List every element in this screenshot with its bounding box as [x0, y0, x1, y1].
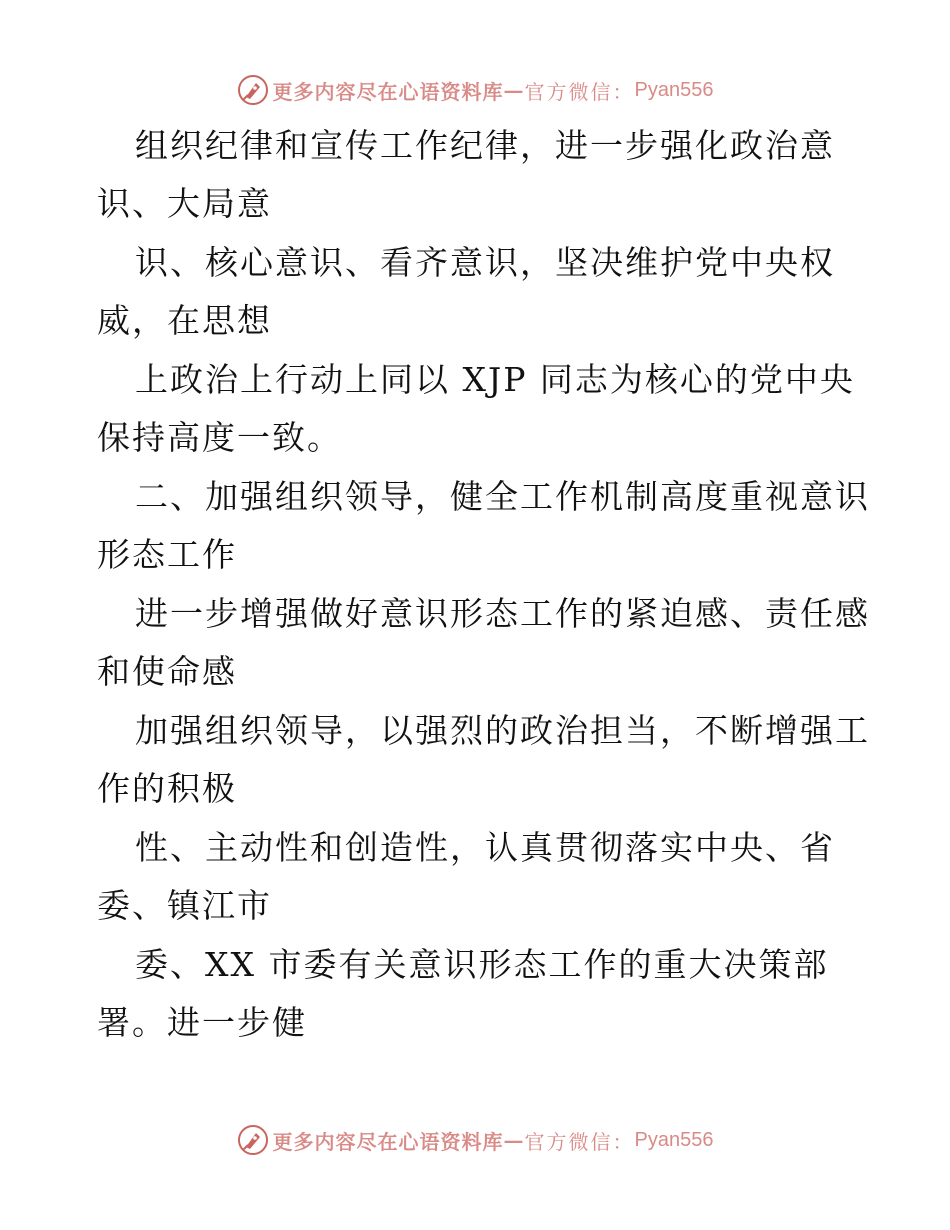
text-line: 识、大局意 [97, 184, 272, 223]
text-line: 形态工作 [97, 535, 237, 574]
watermark-wechat-label: 官方微信： [524, 79, 635, 104]
text-line: 委、XX 市委有关意识形态工作的重大决策部 [135, 945, 829, 984]
text-line: 上政治上行动上同以 XJP 同志为核心的党中央 [135, 360, 855, 399]
text-line: 和使命感 [97, 652, 237, 691]
watermark-wechat-label: 官方微信： [524, 1129, 635, 1154]
watermark-dash: — [503, 1128, 525, 1152]
watermark-wechat-id: Pyan556 [634, 78, 714, 101]
watermark-text: 更多内容尽在心语资料库 [272, 79, 504, 104]
watermark-wechat-id: Pyan556 [634, 1128, 714, 1151]
text-line: 识、核心意识、看齐意识，坚决维护党中央权 [135, 243, 835, 282]
text-line: 组织纪律和宣传工作纪律，进一步强化政治意 [135, 126, 835, 165]
text-line: 作的积极 [97, 769, 237, 808]
text-line: 性、主动性和创造性，认真贯彻落实中央、省 [135, 828, 835, 867]
text-line: 加强组织领导，以强烈的政治担当，不断增强工 [135, 711, 870, 750]
watermark-text: 更多内容尽在心语资料库 [272, 1129, 504, 1154]
text-line: 署。进一步健 [97, 1003, 307, 1042]
text-line: 保持高度一致。 [97, 418, 342, 457]
pen-nib-logo-icon [237, 1124, 269, 1156]
text-line: 进一步增强做好意识形态工作的紧迫感、责任感 [135, 594, 870, 633]
text-line: 二、加强组织领导，健全工作机制高度重视意识 [135, 477, 870, 516]
text-line: 委、镇江市 [97, 886, 272, 925]
watermark-dash: — [503, 78, 525, 102]
watermark-banner-bottom [0, 1120, 950, 1160]
text-line: 威，在思想 [97, 301, 272, 340]
